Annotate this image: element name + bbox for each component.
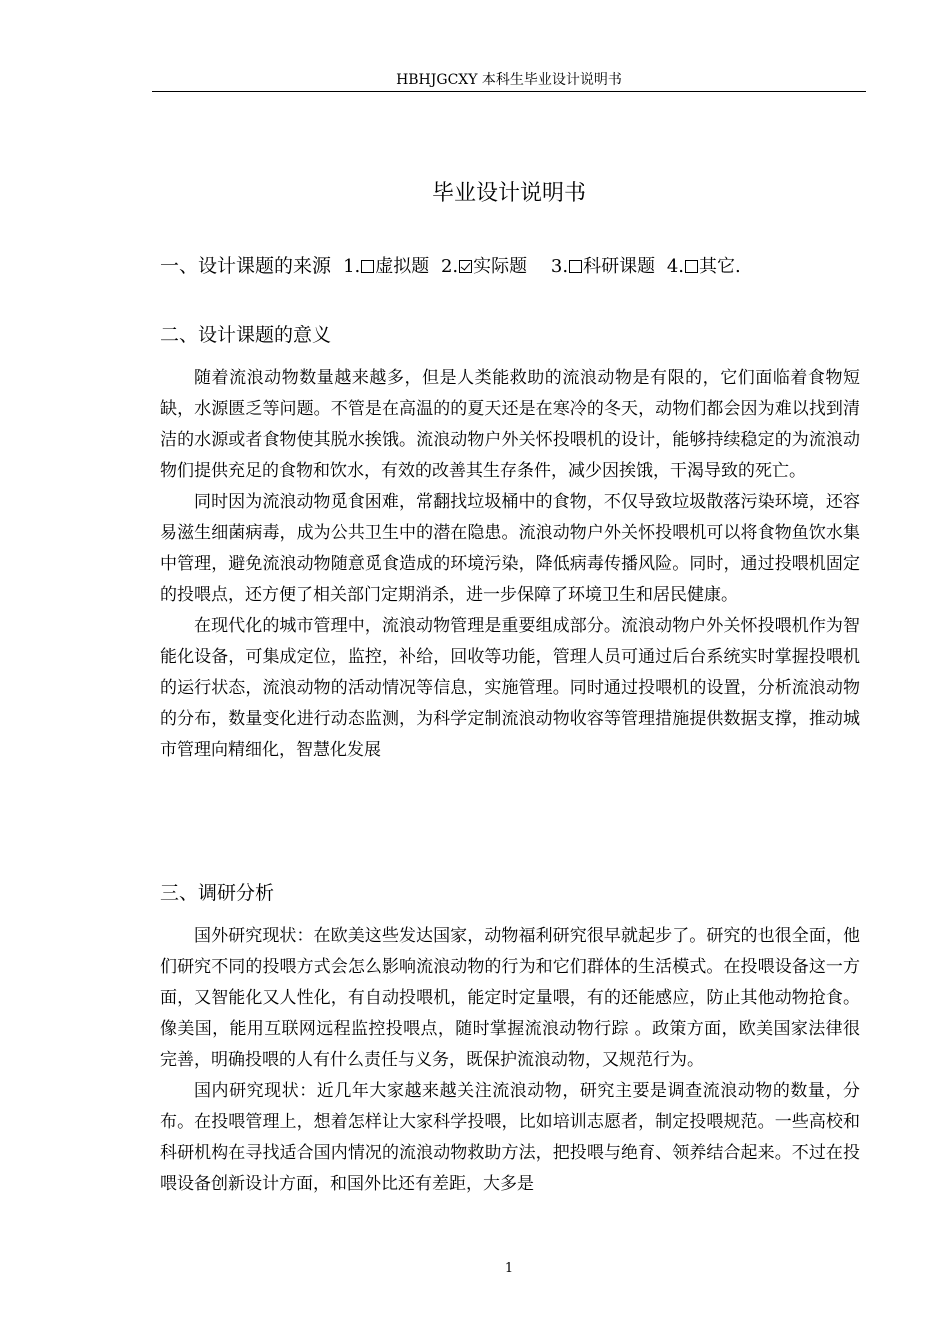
checkbox-checked-icon [459,260,472,273]
running-header: HBHJGCXY 本科生毕业设计说明书 [396,72,622,88]
section-3-heading: 三、调研分析 [160,882,275,904]
paragraph: 在现代化的城市管理中，流浪动物管理是重要组成部分。流浪动物户外关怀投喂机作为智能化设备，可集成定位，监控，补给，回收等功能，管理人员可通过后台系统实时掌握投喂机的运行状态，流浪动物的活动情况等信息，实施管理。同时通过投喂机的设置，分析流浪动物的分布，数量变化进行动态监测，为科学定制流浪动物收容等管理措施提供数据支撑，推动城市管理向精细化，智慧化发展 [160,616,860,760]
section-1-title: 一、设计课题的来源 [160,255,332,277]
paragraph: 同时因为流浪动物觅食困难，常翻找垃圾桶中的食物，不仅导致垃圾散落污染环境，还容易滋生细菌病毒，成为公共卫生中的潜在隐患。流浪动物户外关怀投喂机可以将食物鱼饮水集中管理，避免流浪动物随意觅食造成的环境污染，降低病毒传播风险。同时，通过投喂机固定的投喂点，还方便了相关部门定期消杀，进一步保障了环境卫生和居民健康。 [160,492,860,605]
checkbox-unchecked-icon [685,260,698,273]
paragraph: 国内研究现状：近几年大家越来越关注流浪动物，研究主要是调查流浪动物的数量，分布。在投喂管理上，想着怎样让大家科学投喂，比如培训志愿者，制定投喂规范。一些高校和科研机构在寻找适合国内情况的流浪动物救助方法，把投喂与绝育、领养结合起来。不过在投喂设备创新设计方面，和国外比还有差距，大多是 [160,1081,860,1194]
section-3-body [160,921,860,1200]
source-options [337,256,741,277]
option-research: 3. 科研课题 [550,256,656,277]
checkbox-unchecked-icon [361,260,374,273]
checkbox-unchecked-icon [569,260,582,273]
page-number: 1 [504,1261,514,1276]
option-virtual: 1. 虚拟题 [343,256,430,277]
option-practical: 2. 实际题 [440,256,528,277]
paragraph: 国外研究现状：在欧美这些发达国家，动物福利研究很早就起步了。研究的也很全面，他们研究不同的投喂方式会怎么影响流浪动物的行为和它们群体的生活模式。在投喂设备这一方面，又智能化又人性化，有自动投喂机，能定时定量喂，有的还能感应，防止其他动物抢食。像美国，能用互联网远程监控投喂点，随时掌握流浪动物行踪 。政策方面，欧美国家法律很完善，明确投喂的人有什么责任与义务，既保护流浪动物，又规范行为。 [160,926,860,1070]
document-title: 毕业设计说明书 [431,181,586,206]
section-2-heading: 二、设计课题的意义 [160,324,332,346]
paragraph: 随着流浪动物数量越来越多，但是人类能救助的流浪动物是有限的，它们面临着食物短缺，水源匮乏等问题。不管是在高温的的夏天还是在寒冷的冬天，动物们都会因为难以找到清洁的水源或者食物使其脱水挨饿。流浪动物户外关怀投喂机的设计，能够持续稳定的为流浪动物们提供充足的食物和饮水，有效的改善其生存条件，减少因挨饿，干渴导致的死亡。 [160,368,860,481]
section-1-heading [160,252,741,281]
option-other: 4. 其它. [666,256,741,277]
section-2-body [160,363,860,766]
header-divider [152,91,866,92]
